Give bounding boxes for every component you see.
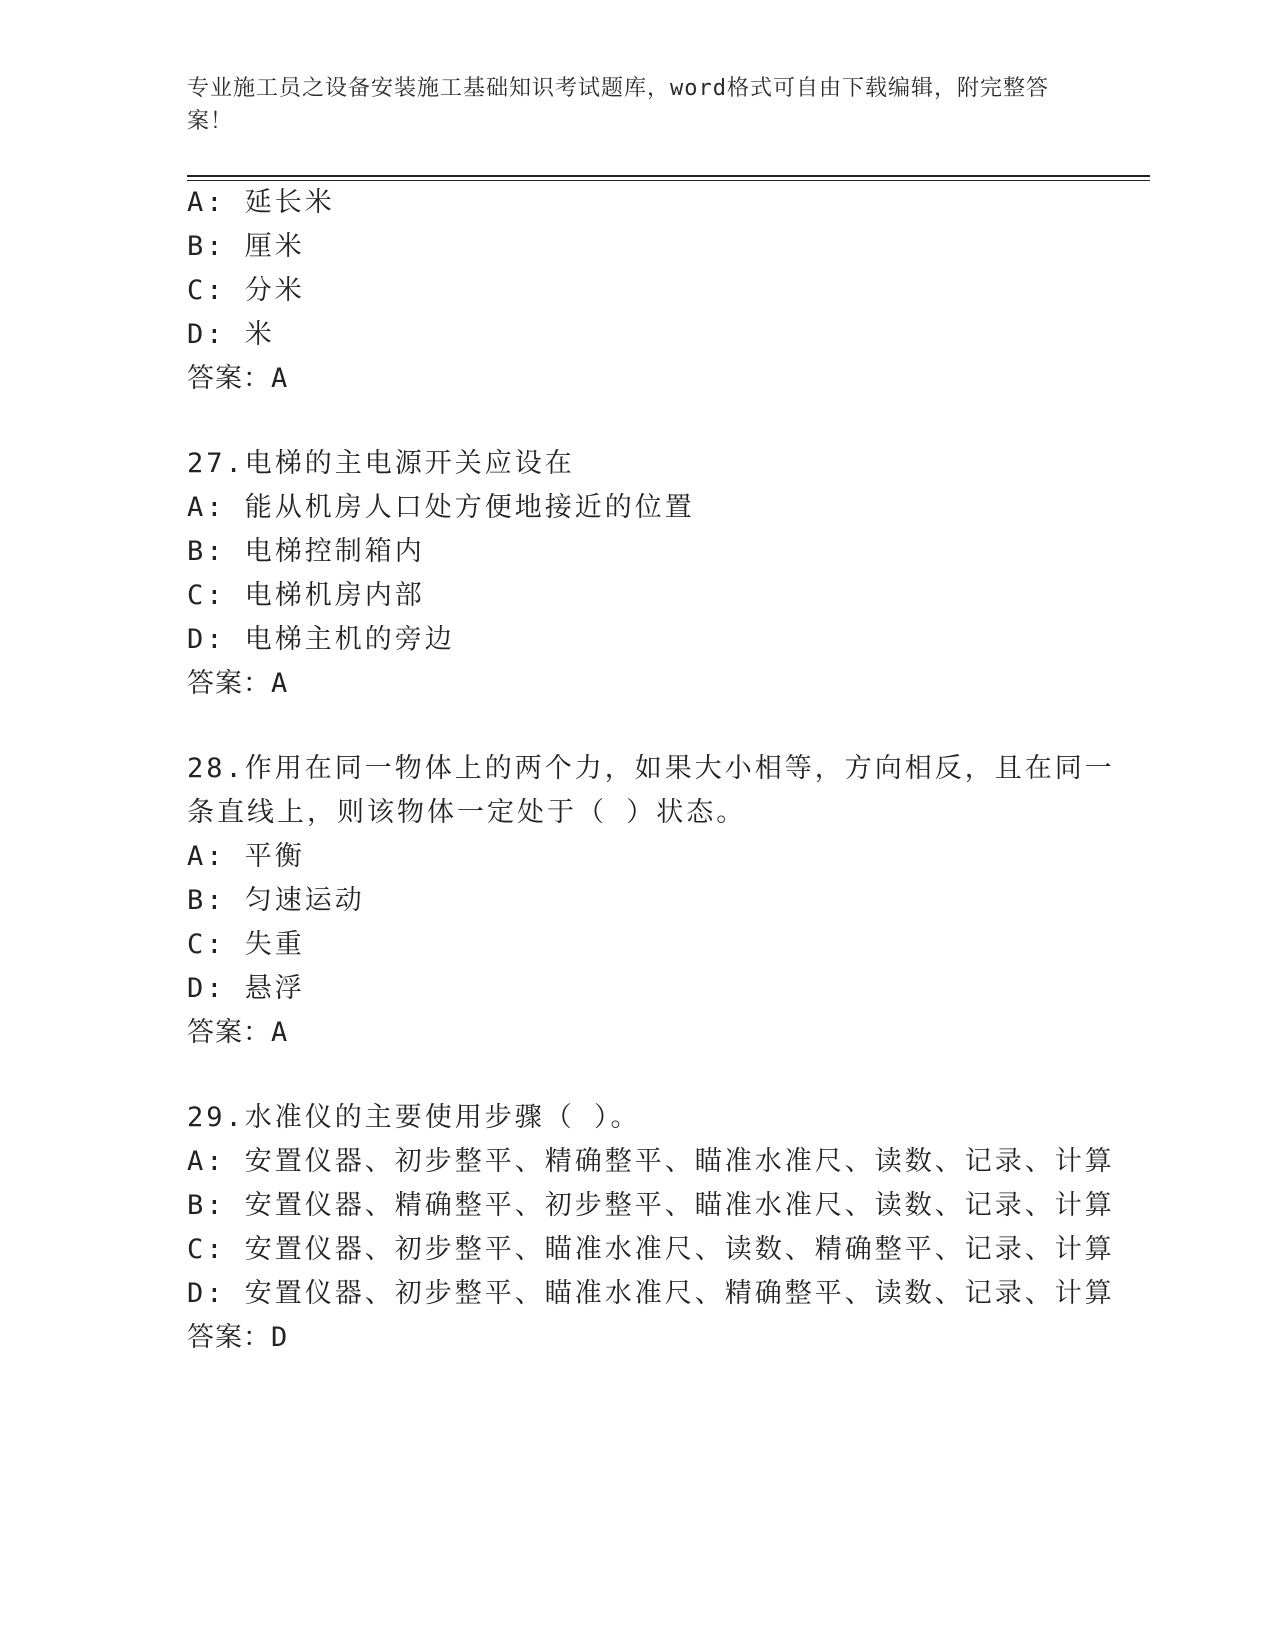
answer-line: 答案：A: [187, 668, 289, 699]
option-b: B: 安置仪器、精确整平、初步整平、瞄准水准尺、读数、记录、计算: [187, 1190, 1115, 1221]
option-a: A: 安置仪器、初步整平、精确整平、瞄准水准尺、读数、记录、计算: [187, 1146, 1115, 1177]
option-d: D: 电梯主机的旁边: [187, 624, 455, 655]
option-a: A: 平衡: [187, 841, 305, 872]
option-d: D: 悬浮: [187, 973, 305, 1004]
question-text: 29.水准仪的主要使用步骤（ ）。: [187, 1102, 641, 1133]
option-c: C: 失重: [187, 929, 305, 960]
option-a: A: 延长米: [187, 187, 335, 218]
question-text: 条直线上，则该物体一定处于（ ）状态。: [187, 797, 747, 828]
question-text: 28.作用在同一物体上的两个力，如果大小相等，方向相反，且在同一: [187, 753, 1115, 784]
option-d: D: 安置仪器、初步整平、瞄准水准尺、精确整平、读数、记录、计算: [187, 1278, 1115, 1309]
option-b: B: 厘米: [187, 231, 305, 262]
header-rule-thick: [187, 175, 1150, 177]
answer-line: 答案：A: [187, 1017, 289, 1048]
document-header: 专业施工员之设备安装施工基础知识考试题库，word格式可自由下载编辑，附完整答案！: [187, 76, 1049, 134]
option-c: C: 安置仪器、初步整平、瞄准水准尺、读数、精确整平、记录、计算: [187, 1234, 1115, 1265]
option-c: C: 电梯机房内部: [187, 580, 425, 611]
option-b: B: 匀速运动: [187, 885, 365, 916]
option-b: B: 电梯控制箱内: [187, 536, 425, 567]
option-d: D: 米: [187, 319, 275, 350]
option-a: A: 能从机房人口处方便地接近的位置: [187, 492, 695, 523]
header-rule-thin: [187, 180, 1150, 181]
answer-line: 答案：D: [187, 1322, 289, 1353]
answer-line: 答案：A: [187, 363, 289, 394]
option-c: C: 分米: [187, 275, 305, 306]
question-text: 27.电梯的主电源开关应设在: [187, 448, 575, 479]
